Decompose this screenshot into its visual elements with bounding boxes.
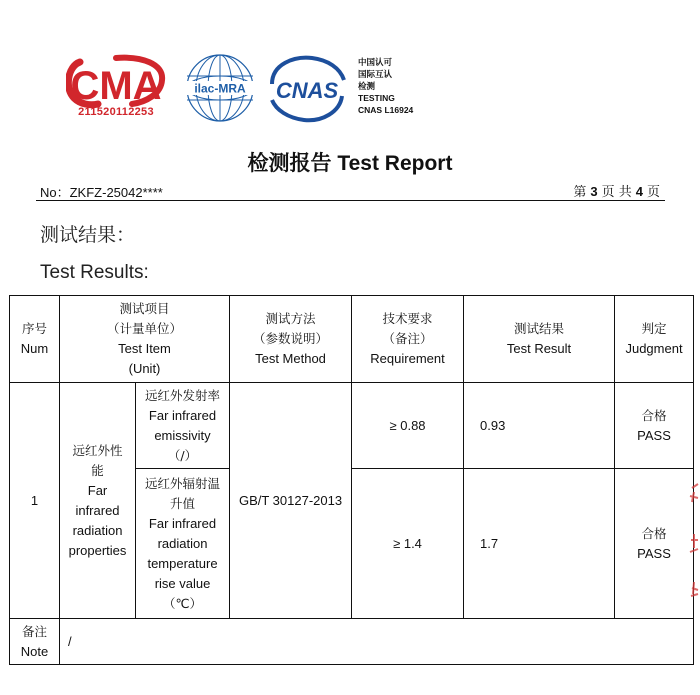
ilac-logo-text: ilac-MRA [194,81,246,96]
cnas-logo-text: CNAS [275,78,339,103]
header-judgment-en: Judgment [625,341,683,356]
subitem-name-cn: 升值 [170,495,196,511]
row-item-en: properties [68,542,127,558]
subitem-name-cn: 远红外发射率 [145,387,221,403]
row-item-cn: 能 [91,462,104,478]
report-title: 检测报告 Test Report [247,152,453,175]
cnas-caption-line: 中国认可 [358,57,393,67]
page-total: 4 [635,184,643,199]
page-indicator [573,181,660,200]
row-test-method: GB/T 30127-2013 [230,383,352,619]
judgment-en: PASS [637,545,671,561]
seal-stamp-fragment [682,470,700,620]
row-item-cn: 远红外性 [72,442,123,458]
result-cell: 0.93 [464,383,615,469]
cnas-logo [264,54,350,124]
header-result-en: Test Result [506,341,572,356]
note-label-en: Note [20,643,49,659]
header-num-en: Num [20,341,49,356]
accreditation-logos [0,0,700,130]
header-num [10,296,60,383]
row-item-en: radiation [72,522,123,538]
header-method-param-cn: （参数说明） [253,331,329,346]
subitem-name-en: Far infrared [148,407,217,423]
table-header-row [10,296,694,383]
cnas-caption-line: TESTING [358,93,395,103]
note-row [10,619,694,665]
header-method-cn: 测试方法 [265,311,316,326]
cnas-caption-line: 国际互认 [358,69,393,79]
requirement-cell: ≥ 1.4 [352,469,464,619]
judgment-cn: 合格 [641,407,667,423]
subitem-name-en: temperature [147,555,218,571]
header-test-method [230,296,352,383]
subitem-unit: （/） [167,447,198,463]
judgment-en: PASS [637,427,671,443]
page-suffix: 页 [646,185,660,200]
header-req-cn: 技术要求 [382,311,433,326]
header-item-cn: 测试项目 [119,301,170,316]
header-test-result [464,296,615,383]
judgment-cell [615,383,694,469]
cnas-caption [358,56,413,116]
cnas-caption-line: 检测 [358,81,376,91]
header-result-cn: 测试结果 [514,321,565,336]
cma-logo-text: CMA [70,64,162,108]
header-item-unit-cn: （计量单位） [107,321,183,336]
subitem-name-cn: 远红外辐射温 [145,475,221,491]
note-label-cn: 备注 [21,623,47,639]
ilac-mra-logo [184,52,256,124]
row-item-en: Far [87,482,108,498]
note-label [10,619,60,665]
subitem-temperature-rise [136,469,230,619]
table-row [10,383,694,469]
header-item-unit-en: (Unit) [128,361,161,376]
header-judgment-cn: 判定 [641,321,667,336]
subitem-unit: （℃） [162,595,203,611]
header-req-note-cn: （备注） [382,331,433,346]
cma-number: 211520112253 [78,106,154,118]
subitem-name-en: radiation [157,535,208,551]
header-judgment [615,296,694,383]
subitem-name-en: rise value [154,575,211,591]
section-heading-en: Test Results: [40,262,149,283]
subitem-name-en: Far infrared [148,515,217,531]
section-heading-cn: 测试结果： [40,224,136,246]
subitem-name-en: emissivity [154,427,211,443]
row-item-category [60,383,136,619]
page-current: 3 [590,184,598,199]
header-method-en: Test Method [255,351,326,366]
note-value: / [60,619,694,665]
header-item-en: Test Item [118,341,171,356]
row-item-en: infrared [75,502,120,518]
report-number: No：ZKFZ-25042**** [40,185,163,200]
page-mid: 页 共 [601,185,632,200]
result-cell: 1.7 [464,469,615,619]
subitem-emissivity [136,383,230,469]
header-num-cn: 序号 [21,321,47,336]
requirement-cell: ≥ 0.88 [352,383,464,469]
header-requirement [352,296,464,383]
row-num: 1 [10,383,60,619]
header-test-item [60,296,230,383]
test-results-table [9,295,694,665]
cnas-caption-line: CNAS L16924 [358,105,414,115]
header-req-en: Requirement [370,351,445,366]
judgment-cn: 合格 [641,525,667,541]
page-prefix: 第 [573,185,587,200]
header-divider [36,200,665,201]
